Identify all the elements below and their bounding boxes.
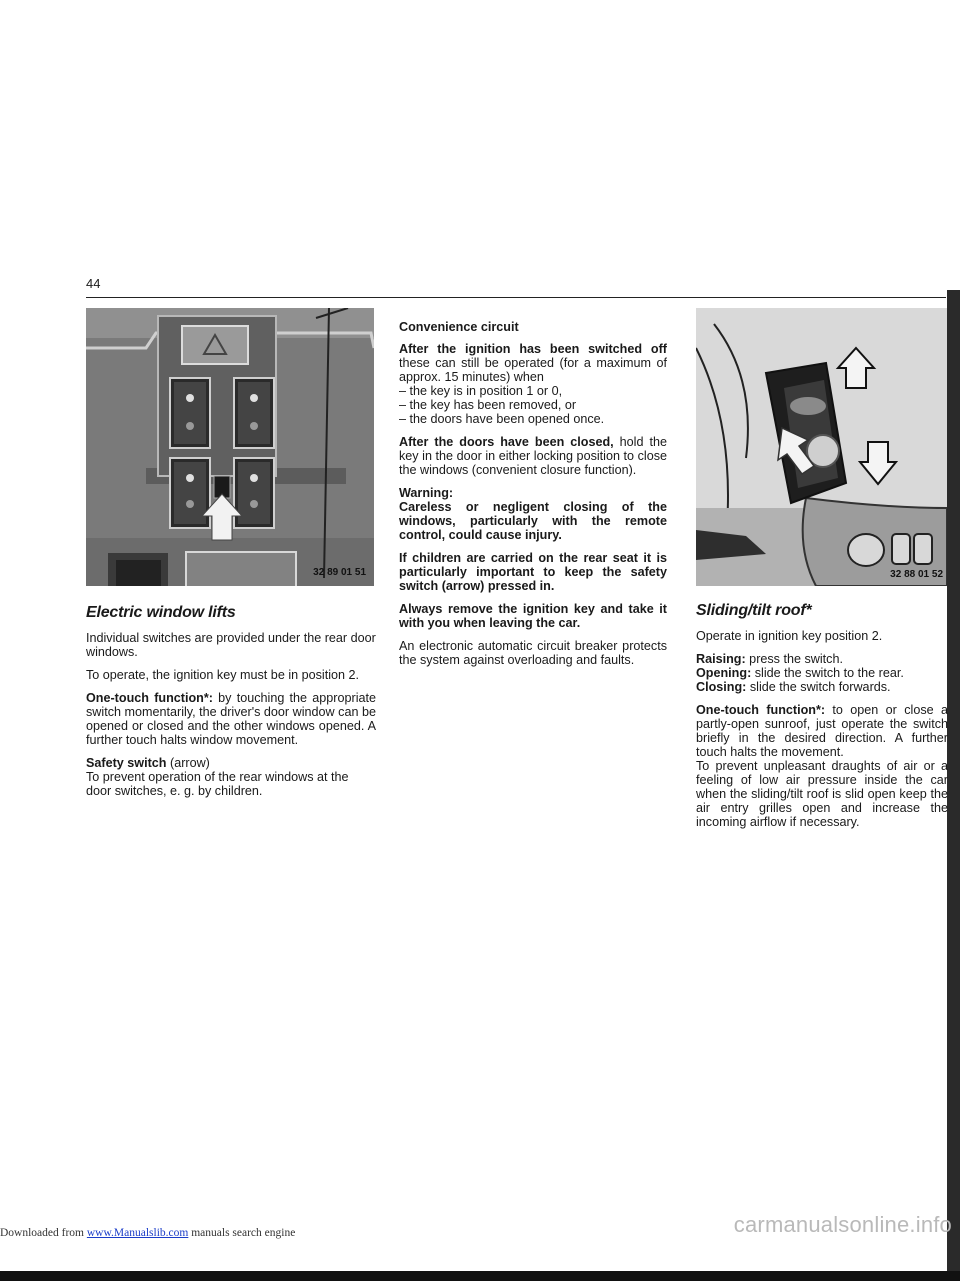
- paragraph: Raising: press the switch. Opening: slide the switch to the rear. Closing: slide the switch forwards.: [696, 652, 904, 694]
- header-rule: [86, 297, 946, 298]
- warning-head: Warning:: [399, 486, 454, 500]
- paragraph: To operate, the ignition key must be in position 2.: [86, 668, 360, 682]
- warning-text: Careless or negligent closing of the windows, particularly with the remote control, could cause injury.: [399, 500, 667, 542]
- page-edge-shadow: [947, 290, 960, 1280]
- bold-lead: Raising:: [696, 652, 746, 666]
- paragraph: If children are carried on the rear seat it is particularly important to keep the safety switch (arrow) pressed in.: [399, 551, 667, 593]
- paragraph: An electronic automatic circuit breaker protects the system against overloading and faults.: [399, 639, 667, 667]
- bold-lead: Closing:: [696, 680, 747, 694]
- page-bottom-edge: [0, 1271, 960, 1281]
- bold-lead: Opening:: [696, 666, 752, 680]
- bold-lead: One-touch function*:: [696, 703, 826, 717]
- window-switch-figure: [86, 308, 374, 586]
- sliding-tilt-roof-section: [696, 604, 948, 838]
- bold-lead: One-touch function*:: [86, 691, 213, 705]
- manualslib-link[interactable]: www.Manualslib.com: [86, 1227, 189, 1239]
- sunroof-switch-figure: [696, 308, 947, 586]
- download-footer: Downloaded from www.Manualslib.com manuals search engine: [0, 1227, 296, 1239]
- bold-lead: After the doors have been closed,: [399, 435, 614, 449]
- figure-number: 32 89 01 51: [313, 567, 366, 578]
- paragraph: One-touch function*: by touching the appropriate switch momentarily, the driver's door window can be opened or closed and the other windows opened. A further touch halts window movement.: [86, 691, 376, 747]
- watermark: carmanualsonline.info: [733, 1212, 952, 1237]
- paragraph: After the doors have been closed, hold the key in the door in either locking position to close the windows (convenient closure function).: [399, 435, 667, 477]
- paragraph: Operate in ignition key position 2.: [696, 629, 883, 643]
- paragraph: After the ignition has been switched off these can still be operated (for a maximum of approx. 15 minutes) when: [399, 342, 667, 384]
- paragraph: Always remove the ignition key and take it with you when leaving the car.: [399, 602, 667, 630]
- paragraph: Safety switch (arrow) To prevent operation of the rear windows at the door switches, e. g. by children.: [86, 756, 349, 798]
- hazard-warning-icon: [182, 326, 248, 364]
- page-number: 44: [86, 276, 101, 291]
- warning: [399, 486, 667, 542]
- convenience-circuit-section: [399, 320, 667, 676]
- list-item: – the key has been removed, or: [399, 398, 577, 412]
- section-title: Sliding/tilt roof*: [696, 602, 812, 619]
- list-item: – the doors have been opened once.: [399, 412, 605, 426]
- figure-number: 32 88 01 52: [890, 569, 943, 580]
- section-title: Electric window lifts: [86, 604, 236, 621]
- bullet-list: [399, 384, 667, 426]
- paragraph: To prevent unpleasant draughts of air or a feeling of low air pressure inside the car when the sliding/tilt roof is slid open keep the air entry grilles open and increase the incoming airflow if necessary.: [696, 759, 948, 829]
- electric-window-lifts-section: [86, 606, 376, 807]
- bold-lead: Safety switch: [86, 756, 167, 770]
- section-heading: Convenience circuit: [399, 320, 519, 334]
- paragraph: Individual switches are provided under the rear door windows.: [86, 631, 376, 659]
- paragraph: One-touch function*: to open or close a partly-open sunroof, just operate the switch briefly in the desired direction. A further touch halts the movement.: [696, 703, 948, 759]
- list-item: – the key is in position 1 or 0,: [399, 384, 563, 398]
- bold-lead: After the ignition has been switched off: [399, 342, 667, 356]
